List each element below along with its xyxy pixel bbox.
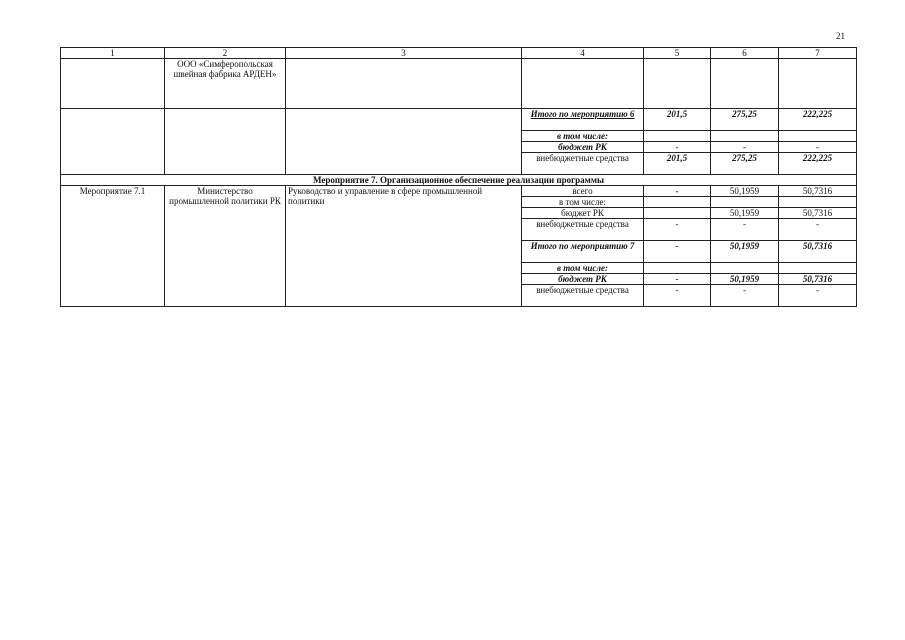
rows7-sum-incl-label: в том числе:: [522, 263, 644, 274]
program-table: [60, 47, 857, 307]
header-col-7: 7: [779, 48, 857, 59]
header-col-3: 3: [286, 48, 522, 59]
extra-6-v5: 201,5: [644, 153, 711, 175]
total-6-v7: 222,225: [779, 109, 857, 131]
rows7-total-v6: 50,1959: [711, 186, 779, 197]
extra-6-label: внебюджетные средства: [522, 153, 644, 175]
total-6-v6: 275,25: [711, 109, 779, 131]
rows7-budget-v7: 50,7316: [779, 208, 857, 219]
rows7-budget-v6: 50,1959: [711, 208, 779, 219]
rows7-extra-v5: -: [644, 219, 711, 241]
header-col-2: 2: [165, 48, 286, 59]
rows7-sum-extra-v5: -: [644, 285, 711, 307]
rows7-extra-v6: -: [711, 219, 779, 241]
rows7-sum-budget-v6: 50,1959: [711, 274, 779, 285]
page-number: 21: [836, 31, 845, 41]
total-6-v5: 201,5: [644, 109, 711, 131]
extra-6-v7: 222,225: [779, 153, 857, 175]
rows7-incl-label: в том числе:: [522, 197, 644, 208]
rows7-total-v7: 50,7316: [779, 186, 857, 197]
event-7-description: Руководство и управление в сфере промышленной политики: [286, 186, 522, 307]
org-name: ООО «Симферопольская швейная фабрика АРДЕН»: [165, 59, 286, 109]
header-col-4: 4: [522, 48, 644, 59]
rows7-extra-label: внебюджетные средства: [522, 219, 644, 241]
rows7-total-v5: -: [644, 186, 711, 197]
budget-6-v6: -: [711, 142, 779, 153]
table-row: [61, 59, 857, 109]
table-row: [61, 186, 857, 197]
total-6-label: Итого по мероприятию 6: [522, 109, 644, 131]
rows7-sum-extra-v7: -: [779, 285, 857, 307]
budget-6-label: бюджет РК: [522, 142, 644, 153]
rows7-sum-label: Итого по мероприятию 7: [522, 241, 644, 263]
budget-6-v5: -: [644, 142, 711, 153]
section-heading-row: [61, 175, 857, 186]
header-col-6: 6: [711, 48, 779, 59]
rows7-sum-v6: 50,1959: [711, 241, 779, 263]
rows7-sum-budget-v5: -: [644, 274, 711, 285]
rows7-budget-label: бюджет РК: [522, 208, 644, 219]
header-col-5: 5: [644, 48, 711, 59]
rows7-extra-v7: -: [779, 219, 857, 241]
rows7-sum-v7: 50,7316: [779, 241, 857, 263]
extra-6-v6: 275,25: [711, 153, 779, 175]
event-7-code: Мероприятие 7.1: [61, 186, 165, 307]
incl-6-label: в том числе:: [522, 131, 644, 142]
rows7-sum-extra-v6: -: [711, 285, 779, 307]
event-7-executor: Министерство промышленной политики РК: [165, 186, 286, 307]
rows7-sum-v5: -: [644, 241, 711, 263]
rows7-total-label: всего: [522, 186, 644, 197]
rows7-sum-budget-v7: 50,7316: [779, 274, 857, 285]
header-col-1: 1: [61, 48, 165, 59]
budget-6-v7: -: [779, 142, 857, 153]
rows7-sum-budget-label: бюджет РК: [522, 274, 644, 285]
table-row: [61, 109, 857, 131]
rows7-sum-extra-label: внебюджетные средства: [522, 285, 644, 307]
header-row: [61, 48, 857, 59]
rows7-budget-v5: [644, 208, 711, 219]
section-7-title: Мероприятие 7. Организационное обеспечение реализации программы: [61, 175, 857, 186]
